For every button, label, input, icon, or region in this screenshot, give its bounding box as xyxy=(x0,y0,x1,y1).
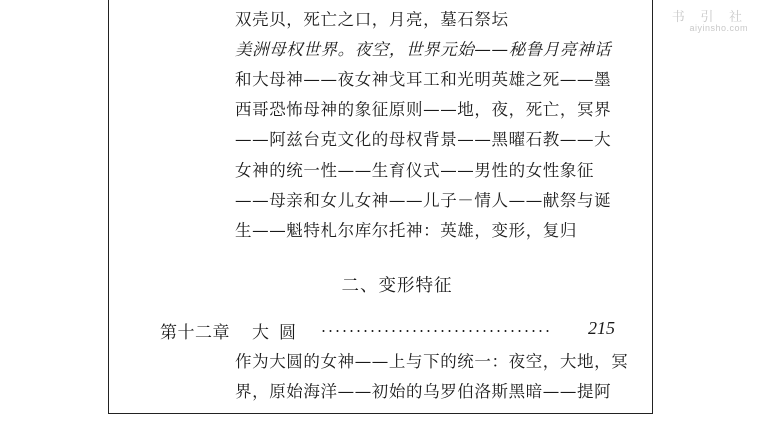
watermark-name: 书 引 社 xyxy=(671,9,748,24)
text-line-1: 双壳贝，死亡之口，月亮，墓石祭坛 xyxy=(235,10,509,29)
text-line-4: 西哥恐怖母神的象征原则——地，夜，死亡，冥界 xyxy=(235,100,612,119)
text-line-5: ——阿兹台克文化的母权背景——黑曜石教——大 xyxy=(235,130,612,149)
text-line-6: 女神的统一性——生育仪式——男性的女性象征 xyxy=(235,161,595,180)
watermark xyxy=(644,6,752,36)
text-line-3: 和大母神——夜女神戈耳工和光明英雄之死——墨 xyxy=(235,70,612,89)
text-line-7: ——母亲和女儿女神——儿子－情人——献祭与诞 xyxy=(235,191,612,210)
text-line-2: 美洲母权世界。夜空，世界元始——秘鲁月亮神话 xyxy=(235,40,612,59)
toc-leader-dots xyxy=(320,330,552,332)
text-line-8: 生——魁特札尔库尔托神：英雄，变形，复归 xyxy=(235,221,577,240)
text-line-10: 界，原始海洋——初始的乌罗伯洛斯黑暗——提阿 xyxy=(235,382,612,401)
toc-page-number: 215 xyxy=(588,318,615,338)
section-heading: 二、变形特征 xyxy=(341,276,453,296)
toc-entry xyxy=(160,318,615,343)
toc-chapter: 第十二章 xyxy=(160,323,230,343)
text-line-9: 作为大圆的女神——上与下的统一：夜空，大地，冥 xyxy=(235,352,629,371)
toc-title: 大圆 xyxy=(252,323,306,343)
watermark-url: aiyinsho.com xyxy=(689,23,748,33)
